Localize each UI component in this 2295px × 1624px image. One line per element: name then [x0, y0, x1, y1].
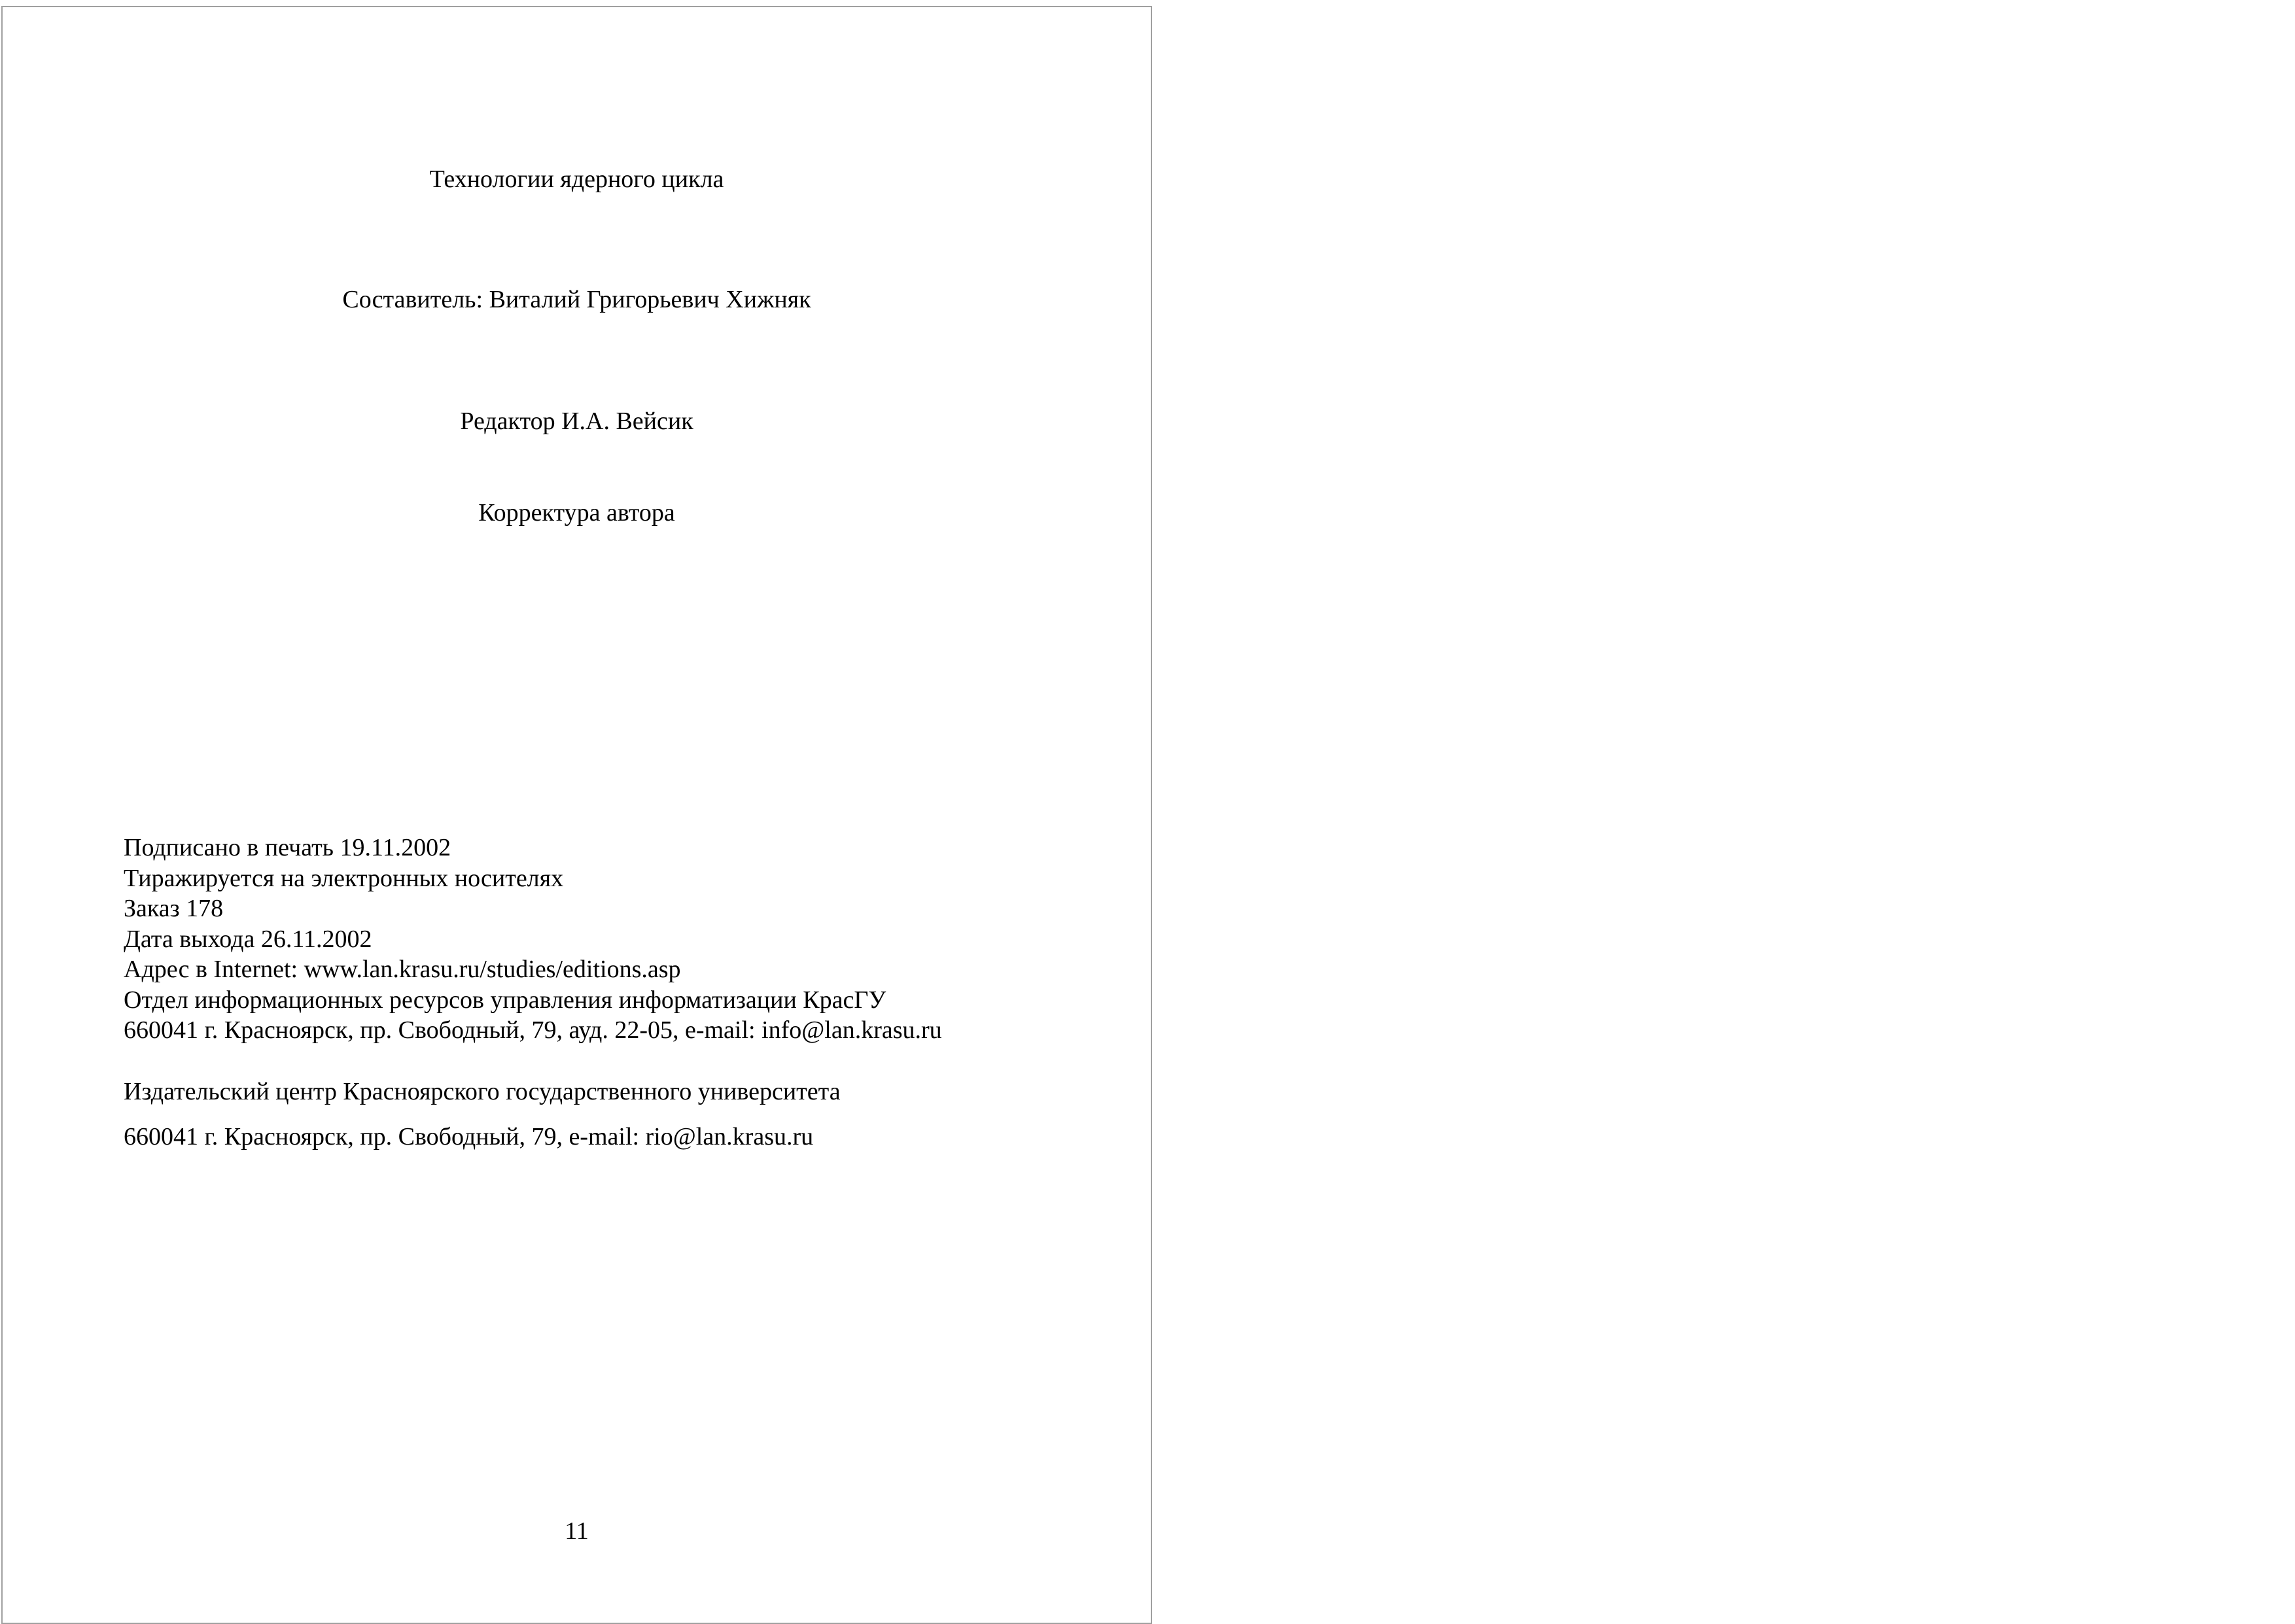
compiler-line: Составитель: Виталий Григорьевич Хижняк [342, 286, 811, 313]
publisher-name: Издательский центр Красноярского государственного университета [124, 1078, 841, 1105]
imprint-order: Заказ 178 [124, 895, 224, 922]
imprint-signed-date: Подписано в печать 19.11.2002 [124, 834, 451, 861]
imprint-release-date: Дата выхода 26.11.2002 [124, 925, 372, 953]
editor-line: Редактор И.А. Вейсик [460, 407, 693, 435]
proofreading-line: Корректура автора [478, 499, 675, 527]
document-title: Технологии ядерного цикла [429, 165, 724, 193]
imprint-department-address: 660041 г. Красноярск, пр. Свободный, 79, ауд. 22-05, e-mail: info@lan.krasu.ru [124, 1016, 942, 1044]
page-number: 11 [565, 1517, 589, 1545]
imprint-internet-address: Адрес в Internet: www.lan.krasu.ru/studies/editions.asp [124, 956, 681, 983]
imprint-block [124, 833, 942, 1046]
publisher-address: 660041 г. Красноярск, пр. Свободный, 79, e-mail: rio@lan.krasu.ru [124, 1123, 814, 1150]
document-page [1, 6, 1152, 1624]
imprint-department: Отдел информационных ресурсов управления информатизации КрасГУ [124, 986, 886, 1014]
imprint-distribution: Тиражируется на электронных носителях [124, 864, 564, 892]
